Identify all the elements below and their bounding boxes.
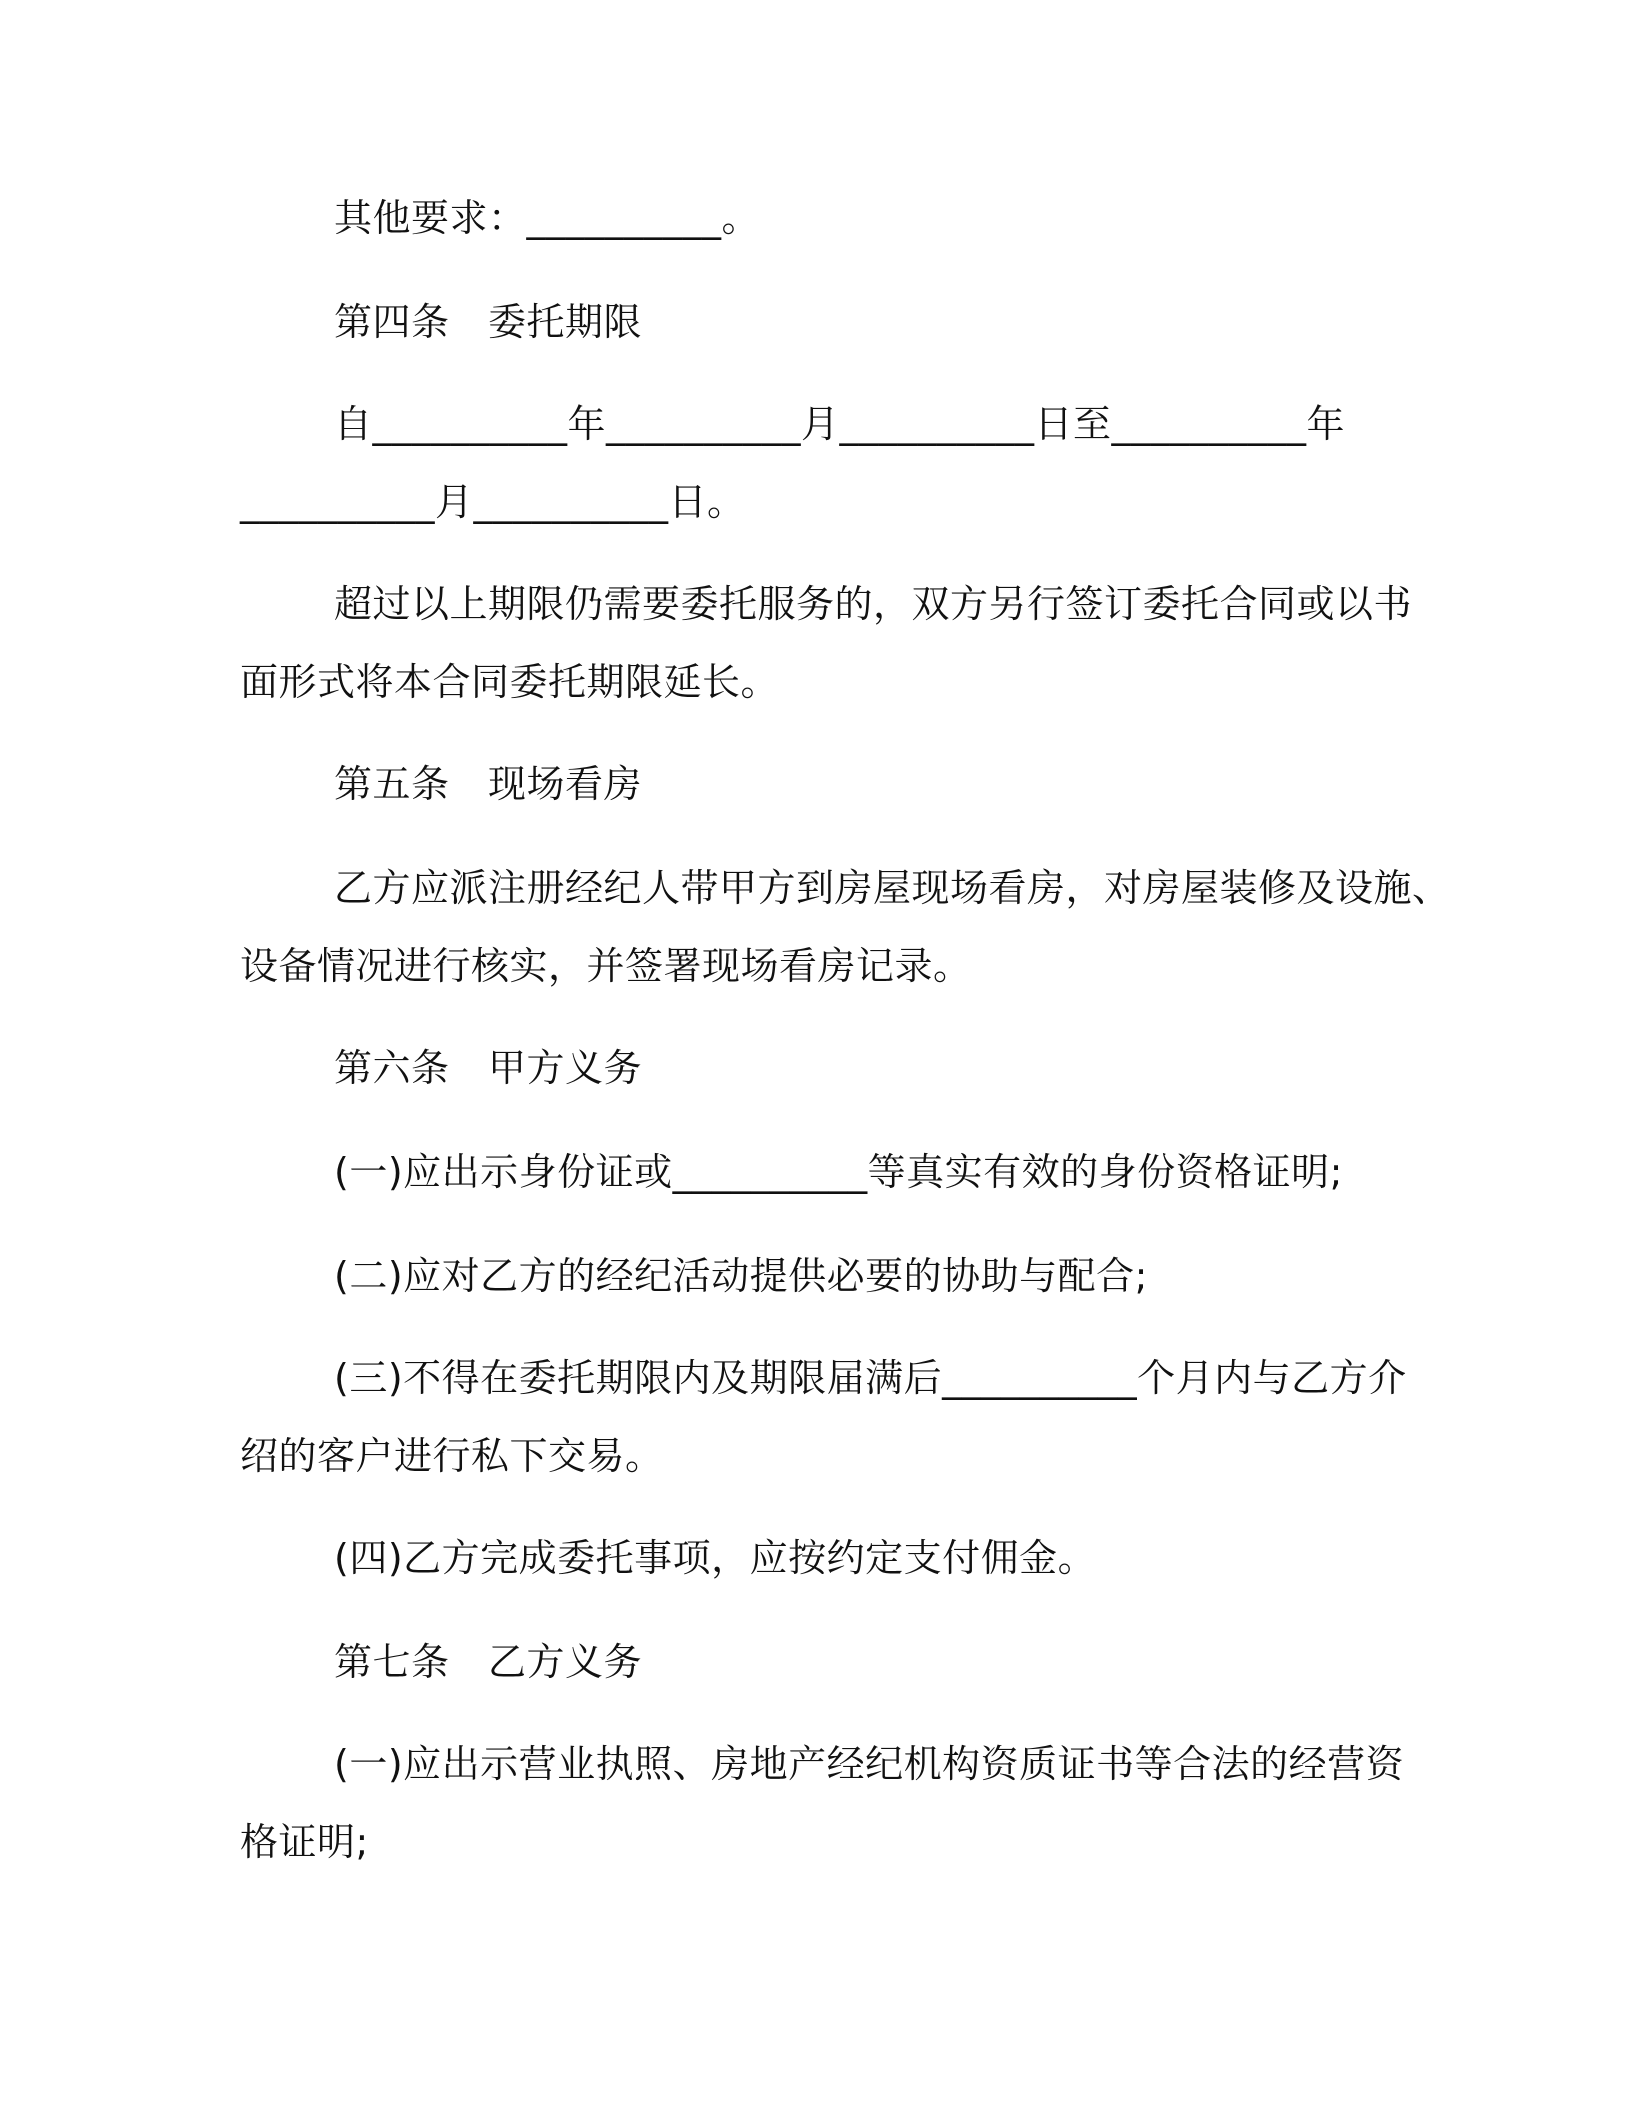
article-4-heading: 第四条 委托期限 (334, 300, 643, 344)
article-6-heading: 第六条 甲方义务 (334, 1046, 643, 1090)
party-a-duty-2: (二)应对乙方的经纪活动提供必要的协助与配合; (334, 1254, 1148, 1298)
viewing-paragraph-line-2: 设备情况进行核实，并签署现场看房记录。 (240, 944, 972, 988)
term-dates-line-1: 自__________年__________月__________日至__________年 (334, 402, 1346, 446)
party-a-duty-1: (一)应出示身份证或__________等真实有效的身份资格证明; (334, 1150, 1343, 1194)
party-a-duty-3-line-1: (三)不得在委托期限内及期限届满后__________个月内与乙方介 (334, 1356, 1407, 1400)
party-b-duty-1-line-2: 格证明; (240, 1820, 369, 1864)
extension-paragraph-line-1: 超过以上期限仍需要委托服务的，双方另行签订委托合同或以书 (334, 582, 1413, 626)
party-a-duty-3-line-2: 绍的客户进行私下交易。 (240, 1434, 664, 1478)
article-7-heading: 第七条 乙方义务 (334, 1640, 643, 1684)
viewing-paragraph-line-1: 乙方应派注册经纪人带甲方到房屋现场看房，对房屋装修及设施、 (334, 866, 1451, 910)
other-requirements-line: 其他要求：__________。 (334, 196, 761, 240)
party-a-duty-4: (四)乙方完成委托事项，应按约定支付佣金。 (334, 1536, 1097, 1580)
party-b-duty-1-line-1: (一)应出示营业执照、房地产经纪机构资质证书等合法的经营资 (334, 1742, 1405, 1786)
extension-paragraph-line-2: 面形式将本合同委托期限延长。 (240, 660, 780, 704)
term-dates-line-2: __________月__________日。 (240, 480, 746, 524)
article-5-heading: 第五条 现场看房 (334, 762, 643, 806)
